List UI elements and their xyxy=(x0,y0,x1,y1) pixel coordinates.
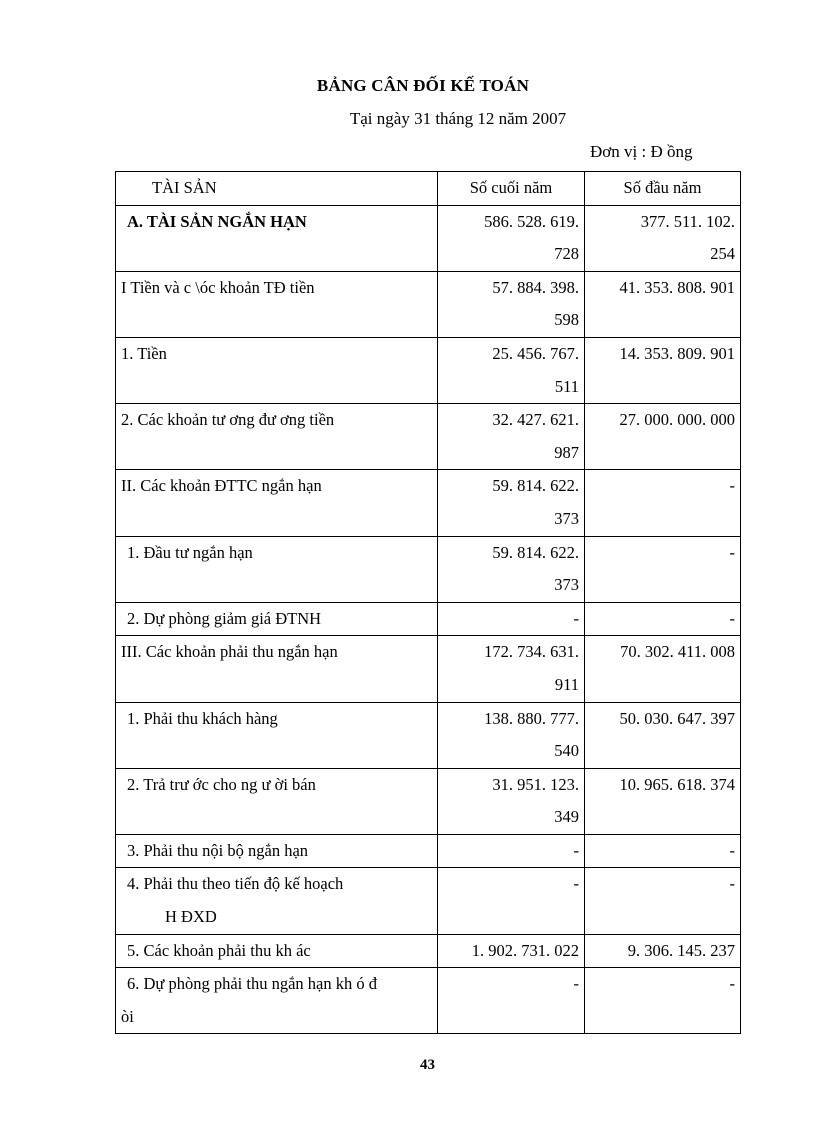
row-name-line2: H ĐXD xyxy=(165,907,217,927)
row-start-value: 41. 353. 808. 901 xyxy=(585,271,741,337)
row-end-value-line2: 911 xyxy=(554,674,579,694)
row-name xyxy=(116,868,438,934)
row-end-value xyxy=(438,702,585,768)
row-end-value-line2: 598 xyxy=(554,310,579,330)
row-end-value-line2: 540 xyxy=(554,741,579,761)
row-end-value xyxy=(438,337,585,403)
table-row xyxy=(116,702,741,768)
table-row xyxy=(116,205,741,271)
row-start-value: 14. 353. 809. 901 xyxy=(585,337,741,403)
document-title: BẢNG CÂN ĐỐI KẾ TOÁN xyxy=(316,76,530,95)
header-assets: TÀI SẢN xyxy=(116,172,438,206)
row-end-value-line1: 586. 528. 619. xyxy=(484,211,579,231)
row-end-value-line1: 172. 734. 631. xyxy=(484,642,579,662)
document-subtitle: Tại ngày 31 tháng 12 năm 2007 xyxy=(349,109,567,128)
row-end-value: - xyxy=(438,602,585,636)
header-start-of-year: Số đầu năm xyxy=(585,172,741,206)
row-end-value: - xyxy=(438,868,585,934)
row-name: A. TÀI SẢN NGẮN HẠN xyxy=(116,205,438,271)
row-end-value-line1: 59. 814. 622. xyxy=(492,542,579,562)
table-row xyxy=(116,470,741,536)
table-row xyxy=(116,834,741,868)
balance-sheet-table xyxy=(115,171,741,1034)
row-name: 1. Tiền xyxy=(116,337,438,403)
row-end-value xyxy=(438,536,585,602)
row-name: 3. Phải thu nội bộ ngắn hạn xyxy=(116,834,438,868)
row-end-value-line1: 57. 884. 398. xyxy=(492,277,579,297)
row-end-value: - xyxy=(438,834,585,868)
row-name: 1. Phải thu khách hàng xyxy=(116,702,438,768)
row-end-value-line1: 31. 951. 123. xyxy=(492,774,579,794)
row-start-value-line2: 254 xyxy=(710,244,735,264)
unit-label: Đơn vị : Đ ồng xyxy=(590,142,693,161)
row-end-value: 1. 902. 731. 022 xyxy=(438,934,585,968)
row-name: 5. Các khoản phải thu kh ác xyxy=(116,934,438,968)
table-row xyxy=(116,934,741,968)
row-end-value-line1: 138. 880. 777. xyxy=(484,708,579,728)
row-name: 1. Đầu tư ngắn hạn xyxy=(116,536,438,602)
table-header-row xyxy=(116,172,741,206)
row-end-value-line2: 511 xyxy=(554,376,579,396)
row-end-value xyxy=(438,404,585,470)
row-end-value xyxy=(438,470,585,536)
row-name xyxy=(116,968,438,1034)
table-row xyxy=(116,968,741,1034)
table-row xyxy=(116,536,741,602)
row-end-value-line2: 987 xyxy=(554,442,579,462)
row-start-value: 70. 302. 411. 008 xyxy=(585,636,741,702)
row-start-value: - xyxy=(585,834,741,868)
header-end-of-year: Số cuối năm xyxy=(438,172,585,206)
row-end-value-line2: 728 xyxy=(554,244,579,264)
row-end-value: - xyxy=(438,968,585,1034)
page-number: 43 xyxy=(420,1057,435,1073)
row-start-value-line1: 377. 511. 102. xyxy=(640,211,735,231)
row-start-value: - xyxy=(585,968,741,1034)
row-start-value xyxy=(585,205,741,271)
row-name: III. Các khoản phải thu ngắn hạn xyxy=(116,636,438,702)
row-name: 2. Các khoản tư ơng đư ơng tiền xyxy=(116,404,438,470)
row-name-line1: 4. Phải thu theo tiến độ kế hoạch xyxy=(127,874,344,894)
row-end-value xyxy=(438,205,585,271)
row-end-value-line2: 373 xyxy=(554,575,579,595)
row-end-value-line2: 373 xyxy=(554,508,579,528)
row-start-value: - xyxy=(585,536,741,602)
row-name-line2: òi xyxy=(121,1006,134,1026)
table-row xyxy=(116,404,741,470)
row-end-value-line1: 25. 456. 767. xyxy=(492,343,579,363)
row-end-value-line1: 32. 427. 621. xyxy=(492,410,579,430)
row-end-value xyxy=(438,768,585,834)
table-row xyxy=(116,337,741,403)
table-row xyxy=(116,768,741,834)
table-row xyxy=(116,602,741,636)
table-row xyxy=(116,868,741,934)
row-end-value xyxy=(438,636,585,702)
table-row xyxy=(116,271,741,337)
row-name-line1: 6. Dự phòng phải thu ngắn hạn kh ó đ xyxy=(127,974,377,994)
row-name: 2. Trả trư ớc cho ng ư ời bán xyxy=(116,768,438,834)
row-end-value xyxy=(438,271,585,337)
row-start-value: - xyxy=(585,602,741,636)
row-start-value: - xyxy=(585,470,741,536)
row-end-value-line1: 59. 814. 622. xyxy=(492,476,579,496)
row-name: I Tiền và c \óc khoản TĐ tiền xyxy=(116,271,438,337)
row-start-value: 10. 965. 618. 374 xyxy=(585,768,741,834)
row-start-value: - xyxy=(585,868,741,934)
row-name: II. Các khoản ĐTTC ngắn hạn xyxy=(116,470,438,536)
row-start-value: 27. 000. 000. 000 xyxy=(585,404,741,470)
row-start-value: 50. 030. 647. 397 xyxy=(585,702,741,768)
row-name: 2. Dự phòng giảm giá ĐTNH xyxy=(116,602,438,636)
row-end-value-line2: 349 xyxy=(554,807,579,827)
table-row xyxy=(116,636,741,702)
row-start-value: 9. 306. 145. 237 xyxy=(585,934,741,968)
